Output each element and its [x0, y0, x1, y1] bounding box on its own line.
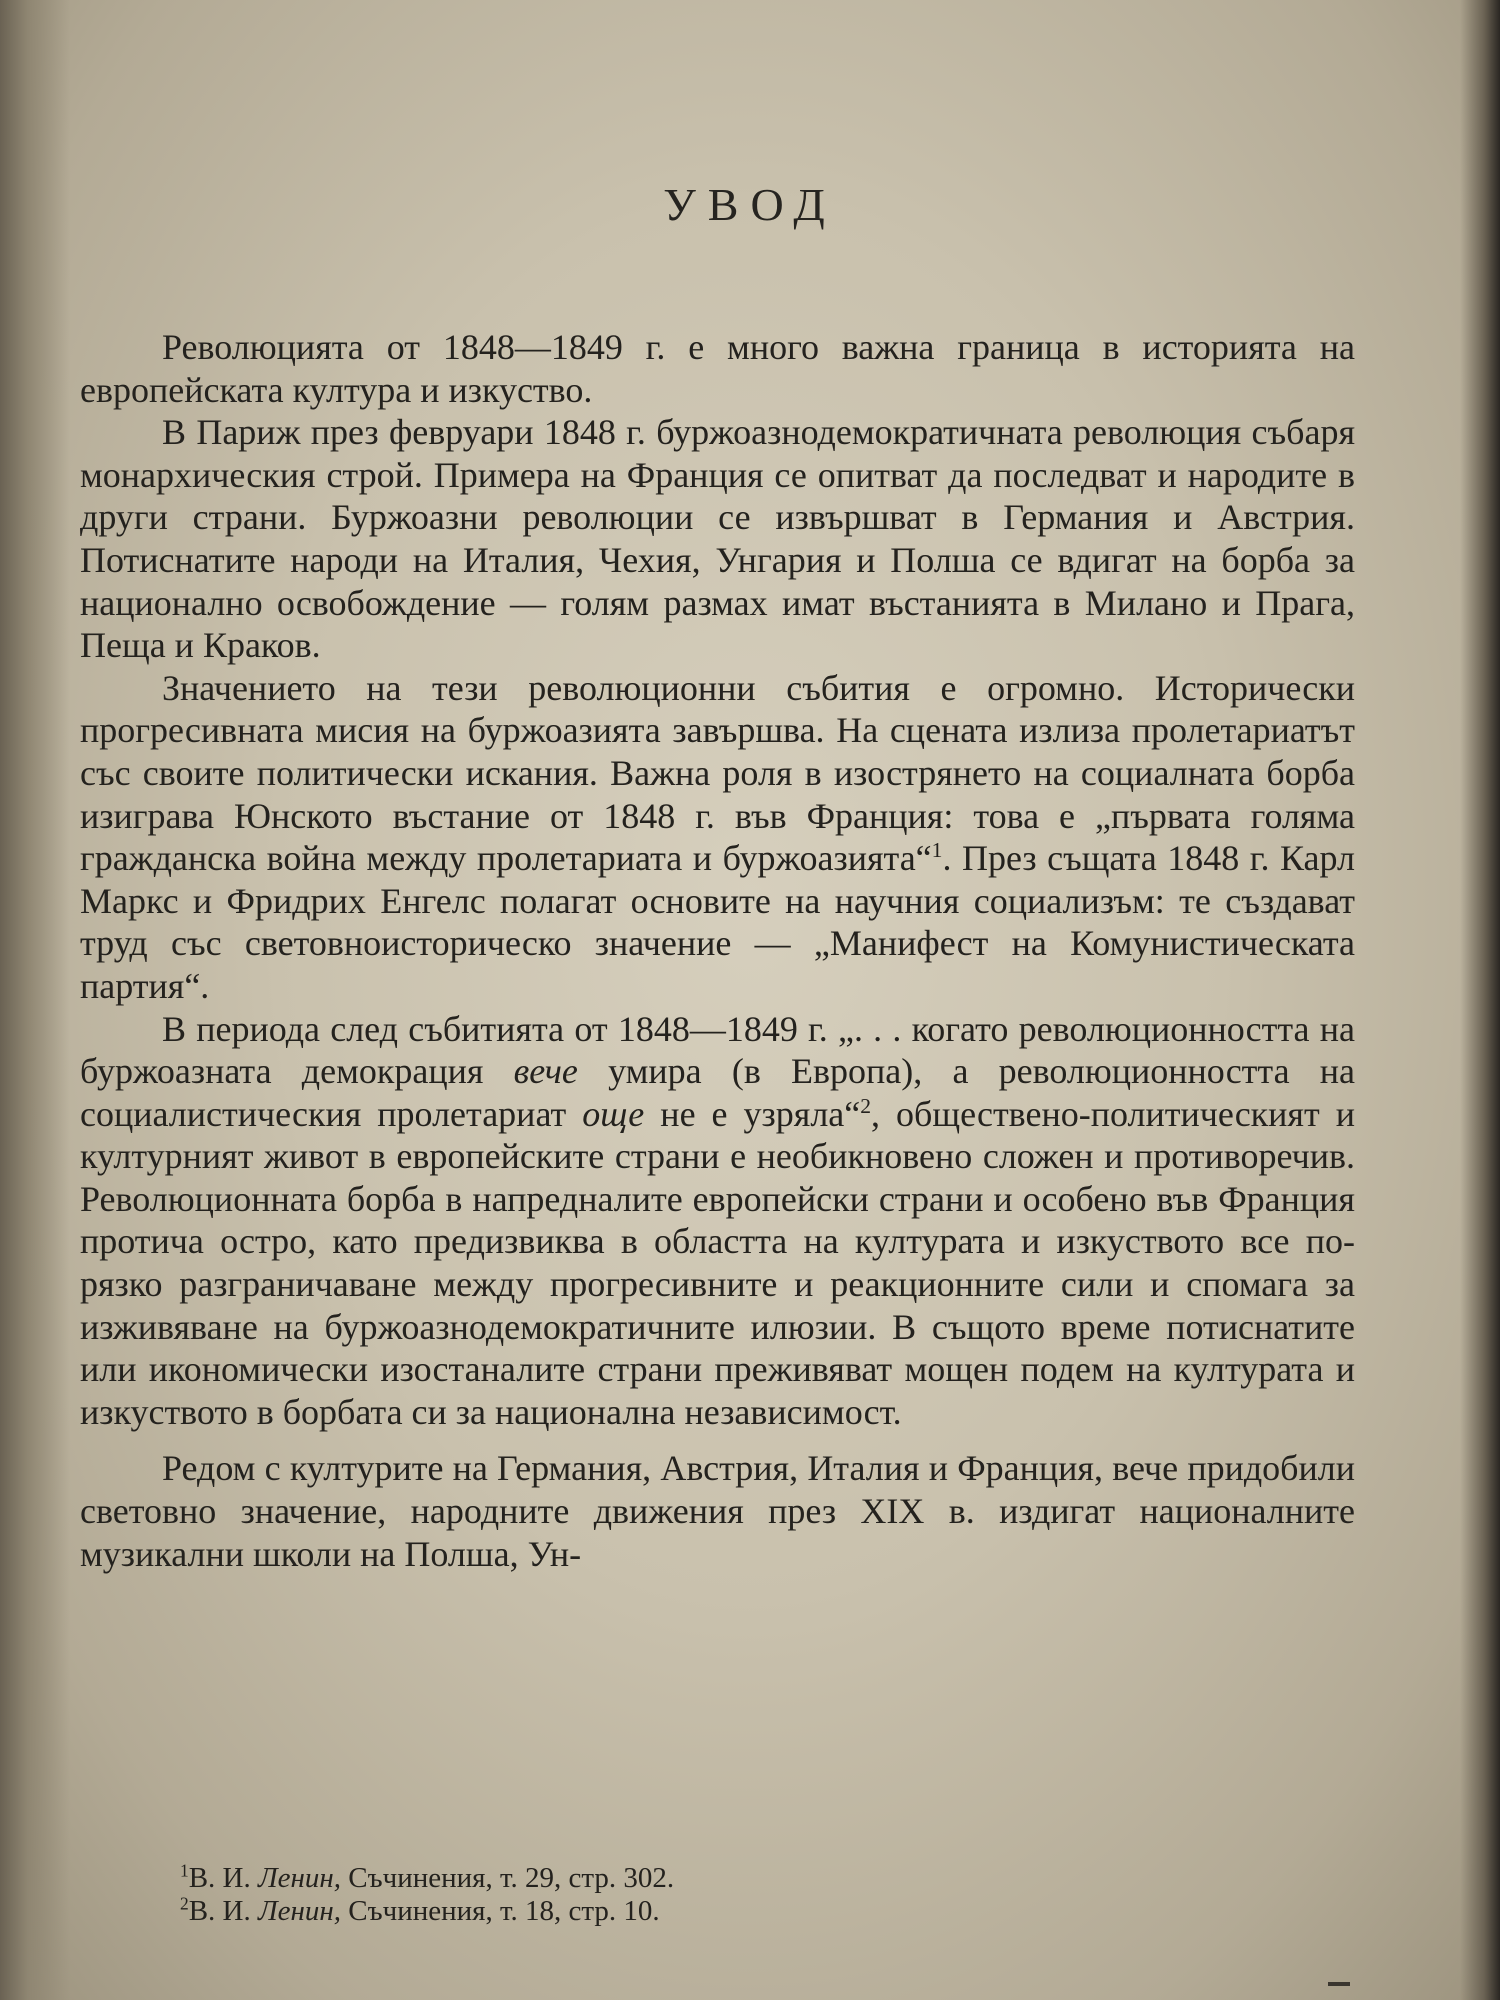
footnote-2-initials: В. И. — [188, 1895, 251, 1927]
footnote-ref-2: 2 — [860, 1093, 872, 1118]
paragraph-3 — [80, 667, 1355, 1008]
page-corner-mark — [1328, 1982, 1350, 1986]
footnote-2-author: Ленин, — [258, 1895, 342, 1927]
footnote-1-author: Ленин, — [258, 1862, 342, 1894]
paragraph-4-text-a: В периода след събитията от 1848—1849 г. „. . . когато революционността на буржоазната демокрация — [80, 1008, 1355, 1092]
footnote-2-mark: 2 — [180, 1893, 189, 1914]
footnotes — [180, 1862, 1080, 1928]
footnote-1-mark: 1 — [180, 1860, 189, 1881]
paragraph-4-emphasis-2: още — [582, 1093, 645, 1134]
paragraph-4 — [80, 1008, 1355, 1434]
footnote-ref-1: 1 — [931, 838, 943, 863]
paragraph-2: В Париж през февруари 1848 г. буржоазнодемократичната революция събаря монархическия строй. Примера на Франция се опитват да последват и народите в други страни. Буржоазни революции се извършват в Германия и Австрия. Потиснатите народи на Италия, Чехия, Унгария и Полша се вдигат на борба за национално освобождение — голям размах имат въстанията в Милано и Прага, Пеща и Краков. — [80, 412, 1355, 666]
chapter-title: УВОД — [663, 179, 837, 230]
footnote-2 — [180, 1895, 1080, 1928]
paragraph-3-text: Значението на тези революционни събития е огромно. Исторически прогресивната мисия на буржоазията завършва. На сцената излиза пролетариатът със своите политически искания. Важна роля в изострянето на социалната борба изиграва Юнското въстание от 1848 г. във Франция: това е „първата голяма гражданска война между пролетариата и буржоазията“ — [80, 667, 1355, 879]
paragraph-1: Революцията от 1848—1849 г. е много важна граница в историята на европейската култура и изкуство. — [80, 327, 1355, 410]
page-shadow-right — [1460, 0, 1500, 2000]
footnote-2-source: Съчинения, т. 18, стр. 10. — [348, 1895, 660, 1927]
footnote-1-initials: В. И. — [188, 1862, 251, 1894]
paragraph-4-text-c: не е узряла“ — [644, 1093, 861, 1134]
footnote-1-source: Съчинения, т. 29, стр. 302. — [348, 1862, 675, 1894]
paragraph-3-text-end: . През същата 1848 г. Карл Маркс и Фридрих Енгелс полагат основите на научния социализъм: те създават труд със световноисторическо значение — „Манифест на Комунистическата партия“. — [80, 838, 1356, 1006]
page-shadow-left — [0, 0, 70, 2000]
footnote-1 — [180, 1862, 1080, 1895]
paragraph-4-emphasis-1: вече — [513, 1051, 578, 1092]
paragraph-4-text-d: , обществено-политическият и културният живот в европейските страни е необикновено сложен и противоречив. Революционната борба в напредналите европейски страни и особено във Франция протича остро, като предизвиква в областта на културата и изкуството все по-рязко разграничаване между прогресивните и реакционните сили и спомага за изживяване на буржоазнодемократичните илюзии. В същото време потиснатите или икономически изостаналите страни преживяват мощен подем на културата и изкуството в борбата си за национална независимост. — [80, 1093, 1355, 1432]
paragraph-4-text-b: умира (в Европа), а революционността на социалистическия пролетариат — [80, 1051, 1355, 1134]
body-text — [80, 326, 1355, 1575]
paragraph-5: Редом с културите на Германия, Австрия, Италия и Франция, вече придобили световно значение, народните движения през XIX в. издигат националните музикални школи на Полша, Ун- — [80, 1448, 1355, 1574]
